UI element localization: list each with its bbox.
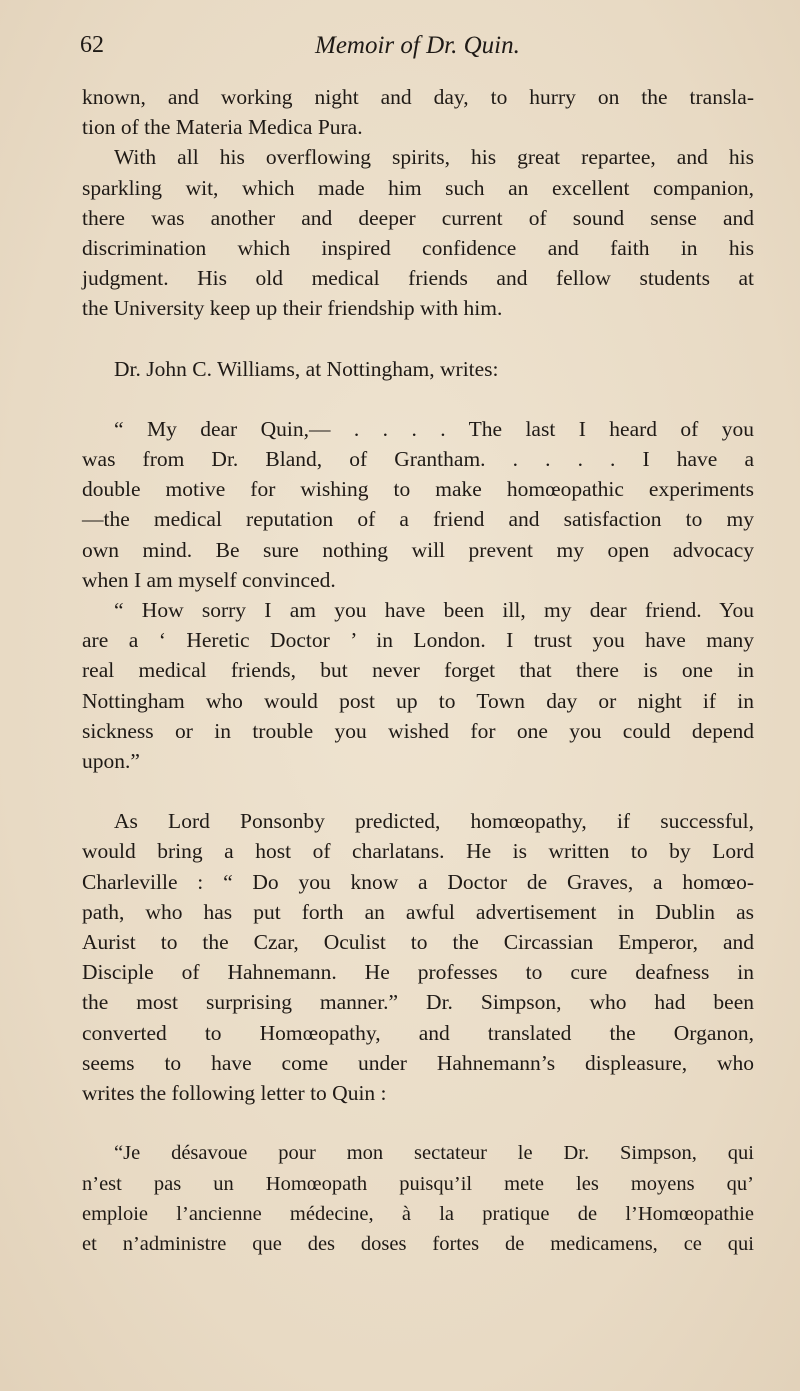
text-line: the most surprising manner.” Dr. Simpson, who had been [82,990,754,1015]
text-line: real medical friends, but never forget that there is one in [82,658,754,683]
text-line: was from Dr. Bland, of Grantham. . . . . I have a [82,447,754,472]
text-line: Charleville : “ Do you know a Doctor de Graves, a homœo- [82,869,754,894]
text-line: Aurist to the Czar, Oculist to the Circassian Emperor, and [82,930,754,955]
text-line: tion of the Materia Medica Pura. [82,115,363,140]
text-line: emploie l’ancienne médecine, à la pratique de l’Homœopathie [82,1202,754,1225]
text-line: path, who has put forth an awful advertisement in Dublin as [82,899,754,924]
paragraph-gap [82,384,754,414]
text-line: there was another and deeper current of sound sense and [82,205,754,230]
paragraph-gap [82,1108,754,1138]
letter-paragraph-2 [82,595,754,776]
french-letter [82,1138,754,1259]
text-line: seems to have come under Hahnemann’s displeasure, who [82,1050,754,1075]
body-text [82,82,754,1259]
running-head: Memoir of Dr. Quin. [315,32,520,59]
text-line: upon.” [82,749,140,774]
text-line: Dr. John C. Williams, at Nottingham, writes: [114,356,499,381]
text-line: discrimination which inspired confidence and faith in his [82,236,754,261]
paragraph-2 [82,142,754,323]
page-number: 62 [80,32,104,58]
paragraph-3 [82,354,754,384]
text-line: own mind. Be sure nothing will prevent my open advocacy [82,537,754,562]
text-line: sickness or in trouble you wished for one you could depend [82,718,754,743]
text-line: “ My dear Quin,— . . . . The last I heard of you [114,416,754,441]
page-header [80,32,770,72]
text-line: are a ‘ Heretic Doctor ’ in London. I trust you have many [82,628,754,653]
text-line: converted to Homœopathy, and translated the Organon, [82,1020,754,1045]
text-line: n’est pas un Homœopath puisqu’il mete les moyens qu’ [82,1172,754,1195]
paragraph-1 [82,82,754,142]
text-line: when I am myself convinced. [82,567,336,592]
text-line: With all his overflowing spirits, his great repartee, and his [114,145,754,170]
text-line: Nottingham who would post up to Town day or night if in [82,688,754,713]
text-line: As Lord Ponsonby predicted, homœopathy, if successful, [114,809,754,834]
text-line: “ How sorry I am you have been ill, my dear friend. You [114,598,754,623]
text-line: judgment. His old medical friends and fellow students at [82,266,754,291]
text-line: “Je désavoue pour mon sectateur le Dr. Simpson, qui [114,1142,754,1165]
text-line: would bring a host of charlatans. He is written to by Lord [82,839,754,864]
paragraph-6 [82,806,754,1108]
text-line: et n’administre que des doses fortes de medicamens, ce qui [82,1232,754,1255]
letter-paragraph-1 [82,414,754,595]
text-line: writes the following letter to Quin : [82,1081,387,1106]
text-line: sparkling wit, which made him such an excellent companion, [82,175,754,200]
paragraph-gap [82,776,754,806]
text-line: double motive for wishing to make homœopathic experiments [82,477,754,502]
text-line: known, and working night and day, to hurry on the transla- [82,85,754,109]
text-line: the University keep up their friendship with him. [82,296,503,321]
text-line: —the medical reputation of a friend and satisfaction to my [82,507,754,532]
paragraph-gap [82,324,754,354]
text-line: Disciple of Hahnemann. He professes to cure deafness in [82,960,754,985]
